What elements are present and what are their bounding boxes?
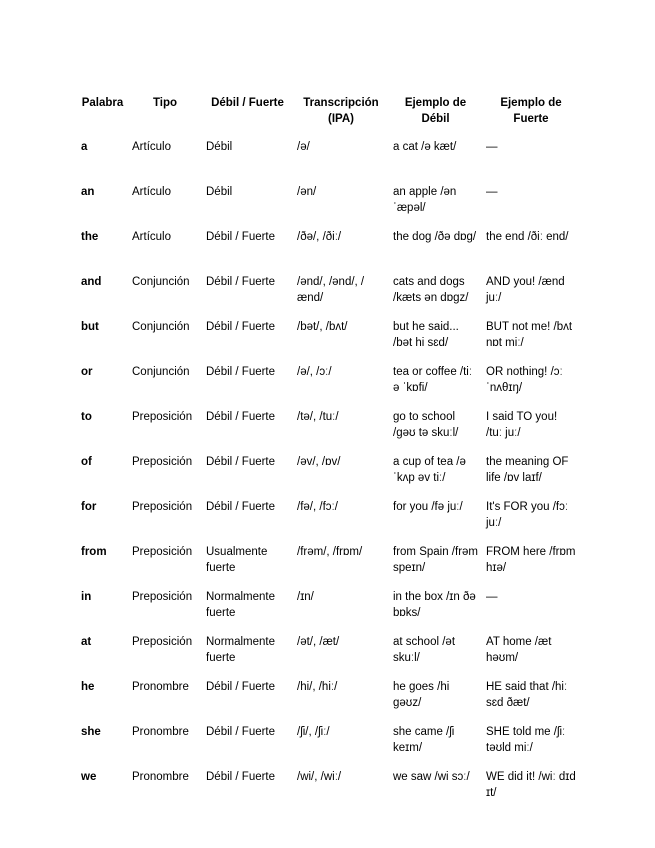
cell-weak-example: the dog /ðə dɒg/ (393, 231, 477, 243)
cell-strong-example: FROM here /frɒm hɪə/ (486, 546, 576, 574)
cell-type: Preposición (132, 636, 193, 648)
cell-form: Débil / Fuerte (206, 231, 276, 243)
cell-weak-example: an apple /ən ˈæpəl/ (393, 186, 457, 214)
cell-strong-example: — (486, 141, 498, 153)
cell-strong-example: BUT not me! /bʌt nɒt miː/ (486, 321, 573, 349)
table-row (77, 407, 580, 452)
cell-strong-example: SHE told me /ʃiː təʊld miː/ (486, 726, 566, 754)
table-header (77, 95, 580, 137)
cell-strong-example: WE did it! /wiː dɪd ɪt/ (486, 771, 576, 799)
cell-weak-example: cats and dogs /kæts ən dɒgz/ (393, 276, 469, 304)
header-weak-example: Ejemplo de Débil (404, 97, 467, 125)
cell-word: of (81, 456, 92, 468)
table-row (77, 272, 580, 317)
header-type: Tipo (152, 97, 178, 109)
cell-strong-example: the end /ðiː end/ (486, 231, 569, 243)
cell-type: Preposición (132, 411, 193, 423)
cell-weak-example: for you /fə juː/ (393, 501, 463, 513)
cell-weak-example: at school /ət skuːl/ (393, 636, 456, 664)
cell-word: in (81, 591, 92, 603)
cell-strong-example: HE said that /hiː sɛd ðæt/ (486, 681, 568, 709)
cell-form: Normalmente fuerte (206, 591, 276, 619)
cell-ipa: /tə/, /tuː/ (297, 411, 339, 423)
cell-weak-example: a cat /ə kæt/ (393, 141, 457, 153)
header-word: Palabra (81, 97, 124, 109)
cell-word: at (81, 636, 92, 648)
cell-ipa: /bət/, /bʌt/ (297, 321, 348, 333)
header-row (77, 95, 580, 137)
cell-word: an (81, 186, 95, 198)
cell-form: Débil / Fuerte (206, 456, 276, 468)
cell-form: Usualmente fuerte (206, 546, 268, 574)
header-form: Débil / Fuerte (211, 97, 284, 109)
cell-type: Conjunción (132, 366, 190, 378)
cell-weak-example: but he said... /bət hi sɛd/ (393, 321, 459, 349)
cell-ipa: /əv/, /ɒv/ (297, 456, 341, 468)
table-row (77, 587, 580, 632)
table-row (77, 137, 580, 182)
cell-weak-example: in the box /ɪn ðə bɒks/ (393, 591, 476, 619)
cell-form: Débil / Fuerte (206, 726, 276, 738)
cell-word: the (81, 231, 99, 243)
cell-form: Débil / Fuerte (206, 366, 276, 378)
cell-type: Pronombre (132, 726, 189, 738)
cell-type: Artículo (132, 186, 171, 198)
cell-word: to (81, 411, 92, 423)
cell-ipa: /frəm/, /frɒm/ (297, 546, 363, 558)
table-row (77, 767, 580, 812)
cell-form: Débil / Fuerte (206, 501, 276, 513)
cell-ipa: /ðə/, /ðiː/ (297, 231, 342, 243)
cell-ipa: /wi/, /wiː/ (297, 771, 342, 783)
cell-weak-example: he goes /hi gəʊz/ (393, 681, 450, 709)
cell-weak-example: she came /ʃi keɪm/ (393, 726, 455, 754)
cell-type: Conjunción (132, 321, 190, 333)
cell-form: Débil / Fuerte (206, 411, 276, 423)
cell-strong-example: I said TO you! /tuː juː/ (486, 411, 558, 439)
table-row (77, 317, 580, 362)
cell-weak-example: go to school /gəʊ tə skuːl/ (393, 411, 459, 439)
table-body (77, 137, 580, 812)
cell-type: Conjunción (132, 276, 190, 288)
cell-weak-example: we saw /wi sɔː/ (393, 771, 470, 783)
table-row (77, 632, 580, 677)
cell-strong-example: OR nothing! /ɔː ˈnʌθɪŋ/ (486, 366, 563, 394)
table-row (77, 452, 580, 497)
weak-strong-forms-table (77, 95, 580, 812)
cell-word: a (81, 141, 88, 153)
cell-weak-example: a cup of tea /ə ˈkʌp əv tiː/ (393, 456, 466, 484)
cell-word: for (81, 501, 97, 513)
table-row (77, 362, 580, 407)
cell-ipa: /ɪn/ (297, 591, 314, 603)
cell-ipa: /fə/, /fɔː/ (297, 501, 338, 513)
cell-strong-example: It's FOR you /fɔː juː/ (486, 501, 569, 529)
header-ipa: Transcripción (IPA) (303, 97, 379, 125)
table-row (77, 497, 580, 542)
table-row (77, 182, 580, 227)
cell-type: Artículo (132, 231, 171, 243)
table-row (77, 542, 580, 587)
cell-weak-example: tea or coffee /tiː ə ˈkɒfi/ (393, 366, 473, 394)
cell-word: but (81, 321, 99, 333)
cell-type: Preposición (132, 501, 193, 513)
cell-word: she (81, 726, 101, 738)
cell-type: Preposición (132, 591, 193, 603)
cell-form: Débil / Fuerte (206, 681, 276, 693)
cell-strong-example: AT home /æt həʊm/ (486, 636, 552, 664)
cell-ipa: /ə/ (297, 141, 310, 153)
table-row (77, 227, 580, 272)
cell-word: from (81, 546, 107, 558)
cell-form: Débil (206, 186, 233, 198)
cell-ipa: /ə/, /ɔː/ (297, 366, 332, 378)
cell-ipa: /ʃi/, /ʃiː/ (297, 726, 330, 738)
header-strong-example: Ejemplo de Fuerte (500, 97, 562, 125)
cell-form: Débil (206, 141, 233, 153)
cell-ipa: /ənd/, /ənd/, /ænd/ (297, 276, 365, 304)
cell-ipa: /ət/, /æt/ (297, 636, 340, 648)
cell-strong-example: AND you! /ænd juː/ (486, 276, 565, 304)
cell-strong-example: — (486, 591, 498, 603)
cell-word: or (81, 366, 93, 378)
cell-form: Normalmente fuerte (206, 636, 276, 664)
cell-strong-example: the meaning OF life /ɒv laɪf/ (486, 456, 569, 484)
cell-type: Preposición (132, 546, 193, 558)
cell-form: Débil / Fuerte (206, 771, 276, 783)
cell-type: Preposición (132, 456, 193, 468)
cell-type: Artículo (132, 141, 171, 153)
cell-ipa: /hi/, /hiː/ (297, 681, 338, 693)
cell-weak-example: from Spain /frəm speɪn/ (393, 546, 478, 574)
cell-form: Débil / Fuerte (206, 321, 276, 333)
cell-type: Pronombre (132, 681, 189, 693)
cell-word: he (81, 681, 95, 693)
cell-word: and (81, 276, 102, 288)
table-row (77, 722, 580, 767)
cell-type: Pronombre (132, 771, 189, 783)
cell-ipa: /ən/ (297, 186, 317, 198)
cell-form: Débil / Fuerte (206, 276, 276, 288)
table-row (77, 677, 580, 722)
cell-strong-example: — (486, 186, 498, 198)
cell-word: we (81, 771, 97, 783)
